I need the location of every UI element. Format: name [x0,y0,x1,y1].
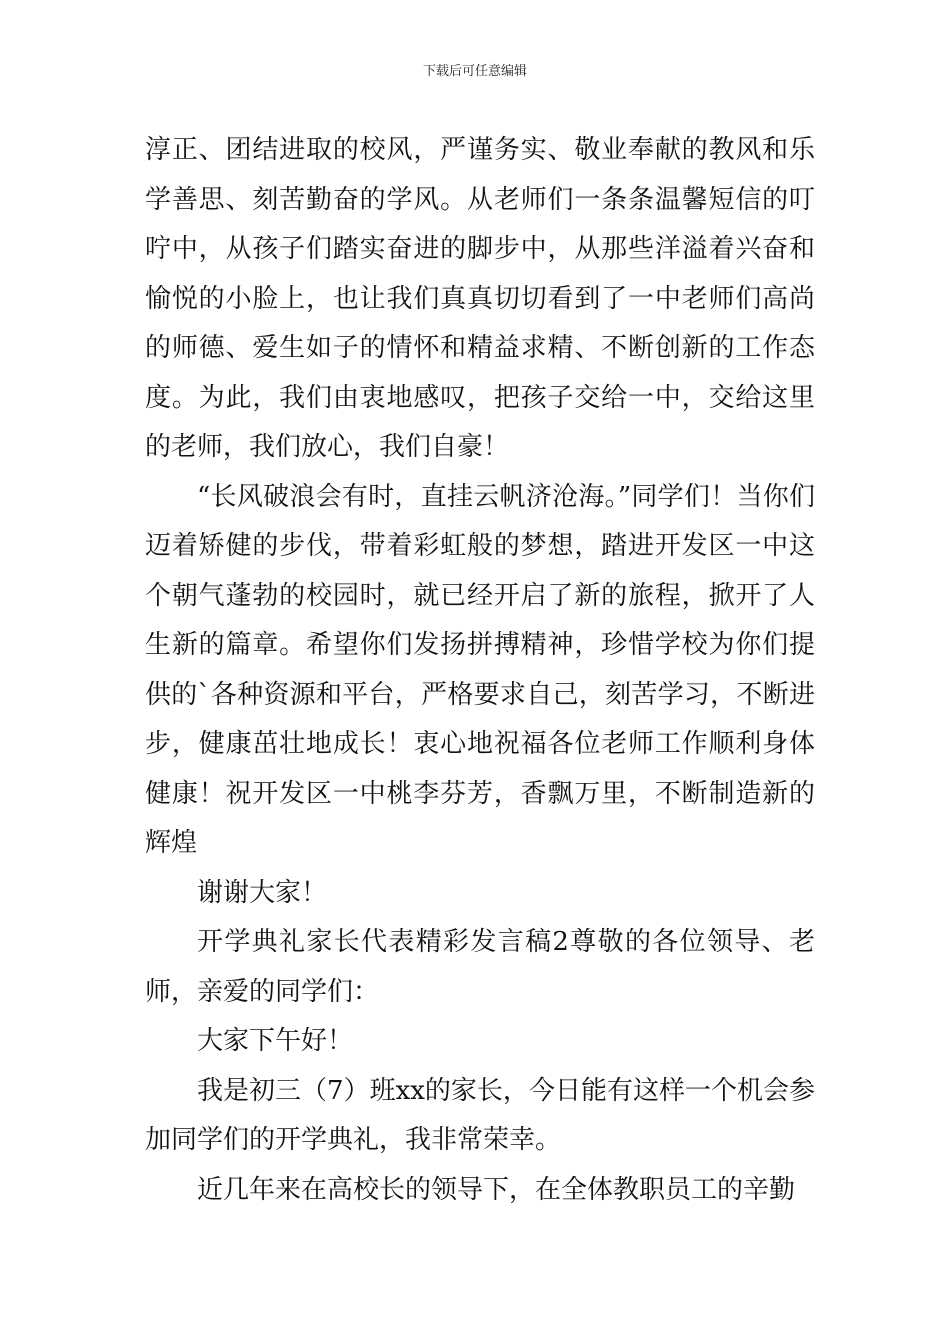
paragraph-speech-title: 开学典礼家长代表精彩发言稿2尊敬的各位领导、老师，亲爱的同学们： [145,927,815,1007]
document-body [145,126,815,1215]
paragraph-school-spirit: 淳正、团结进取的校风，严谨务实、敬业奉献的教风和乐学善思、刻苦勤奋的学风。从老师们一条条温馨短信的叮咛中，从孩子们踏实奋进的脚步中，从那些洋溢着兴奋和愉悦的小脸上，也让我们真真切切看到了一中老师们高尚的师德、爱生如子的情怀和精益求精、不断创新的工作态度。为此，我们由衷地感叹，把孩子交给一中，交给这里的老师，我们放心，我们自豪！ [145,135,815,462]
paragraph-continuation: 近几年来在高校长的领导下，在全体教职员工的辛勤 [197,1174,796,1205]
paragraph-greeting: 大家下午好！ [197,1026,354,1056]
paragraph-introduction: 我是初三（7）班xx的家长，今日能有这样一个机会参加同学们的开学典礼，我非常荣幸。 [145,1075,815,1155]
page-header-note: 下载后可任意编辑 [422,64,527,79]
paragraph-thanks: 谢谢大家！ [197,877,328,908]
paragraph-wishes: “长风破浪会有时，直挂云帆济沧海。”同学们！当你们迈着矫健的步伐，带着彩虹般的梦想，踏进开发区一中这个朝气蓬勃的校园时，就已经开启了新的旅程，掀开了人生新的篇章。希望你们发扬拼搏精神，珍惜学校为你们提供的`各种资源和平台，严格要求自己，刻苦学习，不断进步，健康茁壮地成长！衷心地祝福各位老师工作顺利身体健康！祝开发区一中桃李芬芳，香飘万里，不断制造新的辉煌 [145,481,815,858]
